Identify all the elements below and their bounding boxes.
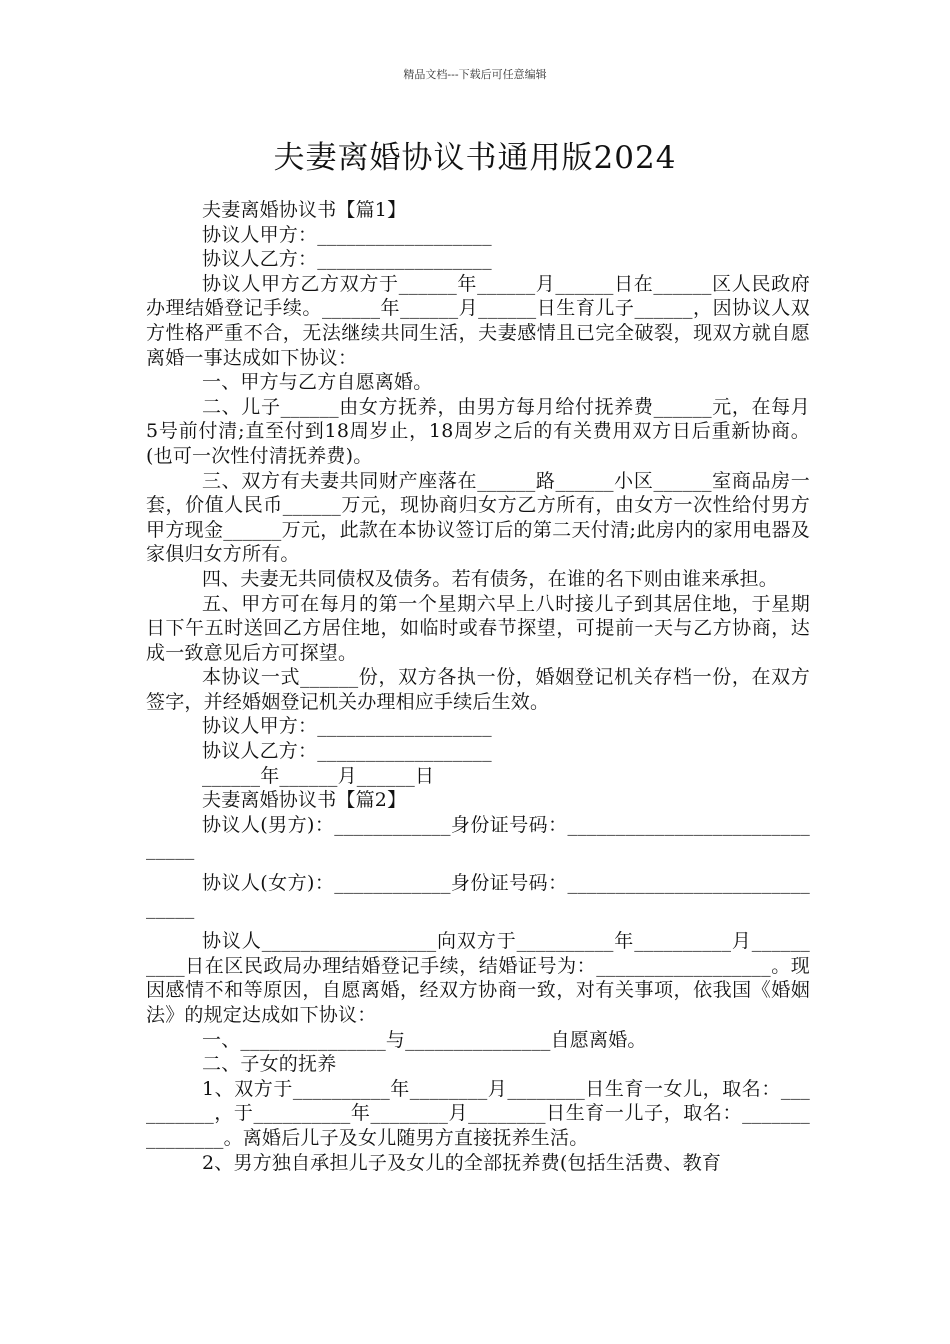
paragraph: 协议人乙方：__________________ xyxy=(202,248,492,271)
spacer xyxy=(146,862,810,871)
paragraph: 协议人甲方：__________________ xyxy=(202,223,492,246)
paragraph: 夫妻离婚协议书【篇2】 xyxy=(202,789,407,812)
spacer xyxy=(146,920,810,929)
paragraph: 本协议一式______份，双方各执一份，婚姻登记机关存档一份，在双方签字，并经婚姻登记机关办理相应手续后生效。 xyxy=(146,666,810,713)
paragraph: 2、男方独自承担儿子及女儿的全部抚养费(包括生活费、教育 xyxy=(202,1151,722,1174)
document-title: 夫妻离婚协议书通用版2024 xyxy=(273,140,677,176)
paragraph: 夫妻离婚协议书【篇1】 xyxy=(202,199,407,221)
paragraph: 协议人(男方)：____________身份证号码：______________________________ xyxy=(146,813,810,861)
paragraph: 四、夫妻无共同债权及债务。若有债务，在谁的名下则由谁来承担。 xyxy=(202,567,779,590)
paragraph: 一、_______________与_______________自愿离婚。 xyxy=(202,1028,647,1051)
paragraph: 二、子女的抚养 xyxy=(202,1053,337,1076)
paragraph: ______年______月______日 xyxy=(202,764,435,787)
document-body xyxy=(146,198,810,1175)
paragraph: 五、甲方可在每月的第一个星期六早上八时接儿子到其居住地，于星期日下午五时送回乙方居住地，如临时或春节探望，可提前一天与乙方协商，达成一致意见后方可探望。 xyxy=(146,592,810,664)
paragraph: 协议人甲方乙方双方于______年______月______日在______区人民政府办理结婚登记手续。______年______月______日生育儿子______，因协议人双方性格严重不合，无法继续共同生活，夫妻感情且已完全破裂，现双方就自愿离婚一事达成如下协议： xyxy=(146,272,810,369)
paragraph: 协议人乙方：__________________ xyxy=(202,740,492,763)
paragraph: 二、儿子______由女方抚养，由男方每月给付抚养费______元，在每月5号前付清;直至付到18周岁止，18周岁之后的有关费用双方日后重新协商。(也可一次性付清抚养费)。 xyxy=(146,395,810,467)
paragraph: 协议人(女方)：____________身份证号码：______________________________ xyxy=(146,872,810,919)
paragraph: 一、甲方与乙方自愿离婚。 xyxy=(202,371,433,394)
page-header: 精品文档---下载后可任意编辑 xyxy=(403,68,547,81)
paragraph: 三、双方有夫妻共同财产座落在______路______小区______室商品房一套，价值人民币______万元，现协商归女方乙方所有，由女方一次性给付男方甲方现金______万元，此款在本协议签订后的第二天付清;此房内的家用电器及家俱归女方所有。 xyxy=(146,469,810,566)
paragraph: 协议人__________________向双方于__________年__________月__________日在区民政局办理结婚登记手续，结婚证号为：__________________。现因感情不和等原因，自愿离婚，经双方协商一致，对有关事项，依我国《婚姻法》的规定达成如下协议： xyxy=(146,930,810,1026)
paragraph: 1、双方于__________年________月________日生育一女儿，取名：__________，于__________年________月________日生育一儿子，取名：_______________。离婚后儿子及女儿随男方直接抚养生活。 xyxy=(146,1077,810,1149)
paragraph: 协议人甲方：__________________ xyxy=(202,715,492,738)
